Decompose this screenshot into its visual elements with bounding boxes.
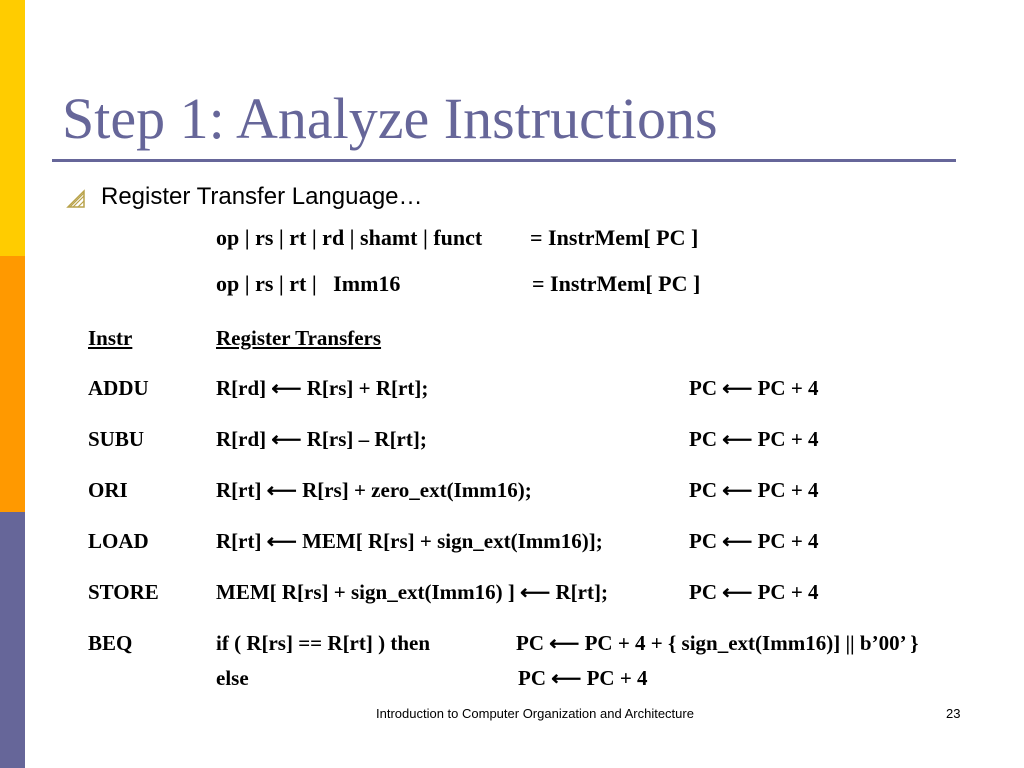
row-beq-else-pc: PC ⟵ PC + 4 xyxy=(518,666,648,690)
side-bar-yellow xyxy=(0,0,25,256)
row-transfer-load: R[rt] ⟵ MEM[ R[rs] + sign_ext(Imm16)]; xyxy=(216,529,603,553)
format-i-fields: op | rs | rt | Imm16 xyxy=(216,271,401,296)
format-r-fields: op | rs | rt | rd | shamt | funct xyxy=(216,225,483,250)
row-transfer-addu: R[rd] ⟵ R[rs] + R[rt]; xyxy=(216,376,429,400)
row-transfer-subu: R[rd] ⟵ R[rs] – R[rt]; xyxy=(216,427,427,451)
row-pc-load: PC ⟵ PC + 4 xyxy=(689,529,819,553)
row-pc-subu: PC ⟵ PC + 4 xyxy=(689,427,819,451)
row-pc-store: PC ⟵ PC + 4 xyxy=(689,580,819,604)
row-pc-ori: PC ⟵ PC + 4 xyxy=(689,478,819,502)
row-instr-subu: SUBU xyxy=(88,427,145,451)
row-instr-beq: BEQ xyxy=(88,631,133,655)
row-pc-addu: PC ⟵ PC + 4 xyxy=(689,376,819,400)
row-beq-if-clause: if ( R[rs] == R[rt] ) then xyxy=(216,631,431,655)
row-transfer-ori: R[rt] ⟵ R[rs] + zero_ext(Imm16); xyxy=(216,478,532,502)
row-instr-store: STORE xyxy=(88,580,159,604)
side-bar-purple xyxy=(0,512,25,768)
title-divider xyxy=(52,159,956,162)
header-register-transfers: Register Transfers xyxy=(216,326,382,350)
slide-title: Step 1: Analyze Instructions xyxy=(62,86,718,151)
row-instr-ori: ORI xyxy=(88,478,128,502)
footer-course-title: Introduction to Computer Organization and Architecture xyxy=(376,706,694,721)
side-bar-orange xyxy=(0,256,25,512)
format-r-source: = InstrMem[ PC ] xyxy=(530,225,699,250)
hatched-triangle-bullet-icon xyxy=(66,189,86,209)
row-beq-else-clause: else xyxy=(216,666,249,690)
row-instr-load: LOAD xyxy=(88,529,149,553)
format-i-source: = InstrMem[ PC ] xyxy=(532,271,701,296)
row-beq-then-pc: PC ⟵ PC + 4 + { sign_ext(Imm16)] || b’00’ } xyxy=(516,631,919,655)
bullet-register-transfer-language: Register Transfer Language… xyxy=(101,183,423,210)
header-instr: Instr xyxy=(88,326,133,350)
row-instr-addu: ADDU xyxy=(88,376,149,400)
footer-page-number: 23 xyxy=(946,706,961,721)
row-transfer-store: MEM[ R[rs] + sign_ext(Imm16) ] ⟵ R[rt]; xyxy=(216,580,608,604)
